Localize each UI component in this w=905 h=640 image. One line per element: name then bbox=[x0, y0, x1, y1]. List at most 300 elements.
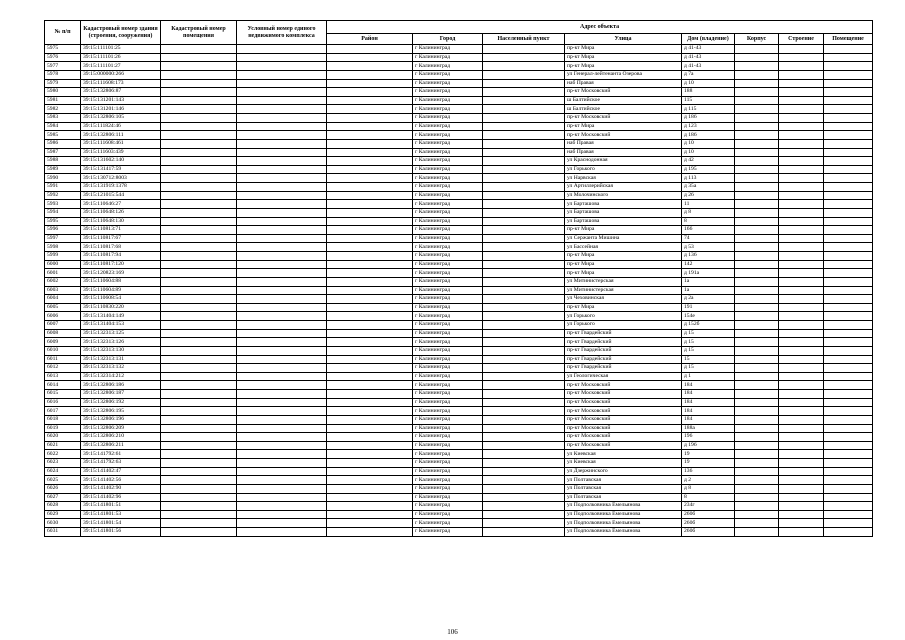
cell-house: 260б bbox=[682, 510, 735, 519]
cell-district bbox=[327, 243, 413, 252]
cell-num: 6024 bbox=[45, 467, 81, 476]
cell-house: д 42 bbox=[682, 157, 735, 166]
table-row bbox=[45, 407, 873, 416]
cell-city: г Калининград bbox=[413, 493, 483, 502]
cell-stroenie bbox=[779, 105, 824, 114]
cell-city: г Калининград bbox=[413, 484, 483, 493]
cell-num: 6020 bbox=[45, 433, 81, 442]
cell-stroenie bbox=[779, 398, 824, 407]
cell-num: 5997 bbox=[45, 234, 81, 243]
cell-cadastral-room bbox=[161, 70, 237, 79]
cell-korpus bbox=[735, 364, 779, 373]
cell-cadastral-building: 39:15:131919:1378 bbox=[81, 183, 161, 192]
cell-street: ул Краснодонная bbox=[565, 157, 682, 166]
cell-street: пр-кт Московский bbox=[565, 415, 682, 424]
cell-room bbox=[824, 286, 873, 295]
cell-house: д 186 bbox=[682, 131, 735, 140]
cell-settlement bbox=[483, 131, 565, 140]
table-row bbox=[45, 450, 873, 459]
cell-cadastral-building: 39:15:131417:59 bbox=[81, 165, 161, 174]
cell-stroenie bbox=[779, 45, 824, 54]
cell-korpus bbox=[735, 79, 779, 88]
cell-cadastral-building: 39:15:110604:88 bbox=[81, 277, 161, 286]
cell-conditional-number bbox=[237, 467, 327, 476]
cell-district bbox=[327, 381, 413, 390]
cell-district bbox=[327, 398, 413, 407]
cell-stroenie bbox=[779, 191, 824, 200]
cell-stroenie bbox=[779, 234, 824, 243]
cell-settlement bbox=[483, 157, 565, 166]
cell-conditional-number bbox=[237, 295, 327, 304]
cell-stroenie bbox=[779, 70, 824, 79]
cell-street: пр-кт Мира bbox=[565, 122, 682, 131]
cell-settlement bbox=[483, 200, 565, 209]
cell-street: ул Сержанта Мишина bbox=[565, 234, 682, 243]
cell-street: ул Митинистерская bbox=[565, 277, 682, 286]
cell-num: 6012 bbox=[45, 364, 81, 373]
cell-street: пр-кт Московский bbox=[565, 407, 682, 416]
cell-settlement bbox=[483, 79, 565, 88]
cell-cadastral-room bbox=[161, 139, 237, 148]
cell-stroenie bbox=[779, 510, 824, 519]
cell-cadastral-room bbox=[161, 45, 237, 54]
cell-cadastral-building: 39:15:111824:46 bbox=[81, 122, 161, 131]
cell-cadastral-room bbox=[161, 183, 237, 192]
cell-settlement bbox=[483, 346, 565, 355]
cell-district bbox=[327, 148, 413, 157]
cell-house: д 136 bbox=[682, 252, 735, 261]
cell-city: г Калининград bbox=[413, 114, 483, 123]
cell-stroenie bbox=[779, 62, 824, 71]
cell-korpus bbox=[735, 467, 779, 476]
cell-street: пр-кт Московский bbox=[565, 114, 682, 123]
cell-korpus bbox=[735, 96, 779, 105]
cell-korpus bbox=[735, 459, 779, 468]
cell-settlement bbox=[483, 528, 565, 537]
cell-house: 136 bbox=[682, 467, 735, 476]
cell-room bbox=[824, 459, 873, 468]
cell-street: ул Полтавская bbox=[565, 493, 682, 502]
cell-district bbox=[327, 295, 413, 304]
cell-city: г Калининград bbox=[413, 441, 483, 450]
cell-city: г Калининград bbox=[413, 148, 483, 157]
cell-house: д 123 bbox=[682, 122, 735, 131]
cell-district bbox=[327, 260, 413, 269]
cell-city: г Калининград bbox=[413, 252, 483, 261]
cell-cadastral-building: 39:15:130712:8003 bbox=[81, 174, 161, 183]
cell-conditional-number bbox=[237, 277, 327, 286]
cell-street: пр-кт Гвардейский bbox=[565, 355, 682, 364]
cell-korpus bbox=[735, 390, 779, 399]
cell-room bbox=[824, 165, 873, 174]
cell-cadastral-room bbox=[161, 355, 237, 364]
cell-conditional-number bbox=[237, 243, 327, 252]
cell-cadastral-room bbox=[161, 528, 237, 537]
cell-district bbox=[327, 303, 413, 312]
cell-house: 234г bbox=[682, 502, 735, 511]
cell-stroenie bbox=[779, 433, 824, 442]
cell-district bbox=[327, 45, 413, 54]
cell-city: г Калининград bbox=[413, 208, 483, 217]
cell-house: д 41-43 bbox=[682, 53, 735, 62]
cell-cadastral-building: 39:15:110817:68 bbox=[81, 243, 161, 252]
cell-room bbox=[824, 226, 873, 235]
header-cadastral-building: Кадастровый номер здания (строения, сооружения) bbox=[81, 21, 161, 45]
cell-cadastral-room bbox=[161, 260, 237, 269]
cell-settlement bbox=[483, 217, 565, 226]
cell-house: 1а bbox=[682, 277, 735, 286]
cell-street: пр-кт Мира bbox=[565, 53, 682, 62]
cell-district bbox=[327, 476, 413, 485]
cell-stroenie bbox=[779, 381, 824, 390]
cell-korpus bbox=[735, 433, 779, 442]
cell-house: 260б bbox=[682, 528, 735, 537]
cell-num: 5978 bbox=[45, 70, 81, 79]
cell-stroenie bbox=[779, 277, 824, 286]
cell-conditional-number bbox=[237, 484, 327, 493]
cell-city: г Калининград bbox=[413, 346, 483, 355]
cell-conditional-number bbox=[237, 433, 327, 442]
cell-cadastral-building: 39:15:110817:94 bbox=[81, 252, 161, 261]
header-stroenie: Строение bbox=[779, 34, 824, 45]
cell-house: 115 bbox=[682, 96, 735, 105]
cell-stroenie bbox=[779, 131, 824, 140]
cell-room bbox=[824, 364, 873, 373]
cell-cadastral-room bbox=[161, 381, 237, 390]
cell-settlement bbox=[483, 519, 565, 528]
cell-room bbox=[824, 355, 873, 364]
cell-house: 74 bbox=[682, 234, 735, 243]
cell-conditional-number bbox=[237, 157, 327, 166]
cell-settlement bbox=[483, 88, 565, 97]
cell-stroenie bbox=[779, 183, 824, 192]
table-row bbox=[45, 321, 873, 330]
table-row bbox=[45, 174, 873, 183]
cell-cadastral-room bbox=[161, 484, 237, 493]
table-row bbox=[45, 441, 873, 450]
cell-district bbox=[327, 312, 413, 321]
cell-cadastral-room bbox=[161, 329, 237, 338]
cell-district bbox=[327, 157, 413, 166]
cell-house: д 115 bbox=[682, 105, 735, 114]
cell-room bbox=[824, 70, 873, 79]
cell-cadastral-room bbox=[161, 252, 237, 261]
cell-district bbox=[327, 217, 413, 226]
cell-district bbox=[327, 459, 413, 468]
cell-room bbox=[824, 131, 873, 140]
cell-room bbox=[824, 157, 873, 166]
table-row bbox=[45, 62, 873, 71]
cell-num: 6003 bbox=[45, 286, 81, 295]
cell-stroenie bbox=[779, 96, 824, 105]
cell-korpus bbox=[735, 338, 779, 347]
cell-korpus bbox=[735, 510, 779, 519]
cell-district bbox=[327, 70, 413, 79]
cell-cadastral-building: 39:15:110648:126 bbox=[81, 208, 161, 217]
cell-settlement bbox=[483, 277, 565, 286]
cell-street: пр-кт Московский bbox=[565, 424, 682, 433]
cell-settlement bbox=[483, 372, 565, 381]
table-row bbox=[45, 157, 873, 166]
cell-korpus bbox=[735, 528, 779, 537]
cell-settlement bbox=[483, 476, 565, 485]
cell-house: 184 bbox=[682, 390, 735, 399]
cell-street: пр-кт Мира bbox=[565, 45, 682, 54]
cell-street: пр-кт Гвардейский bbox=[565, 364, 682, 373]
cell-num: 6029 bbox=[45, 510, 81, 519]
cell-conditional-number bbox=[237, 165, 327, 174]
table-row bbox=[45, 493, 873, 502]
cell-num: 5975 bbox=[45, 45, 81, 54]
cell-street: ул Горького bbox=[565, 312, 682, 321]
table-row bbox=[45, 122, 873, 131]
table-row bbox=[45, 424, 873, 433]
cell-street: пр-кт Гвардейский bbox=[565, 346, 682, 355]
cell-korpus bbox=[735, 346, 779, 355]
cell-korpus bbox=[735, 105, 779, 114]
cell-room bbox=[824, 234, 873, 243]
cell-room bbox=[824, 381, 873, 390]
cell-stroenie bbox=[779, 321, 824, 330]
cell-conditional-number bbox=[237, 234, 327, 243]
cell-num: 6030 bbox=[45, 519, 81, 528]
cell-korpus bbox=[735, 139, 779, 148]
cell-conditional-number bbox=[237, 45, 327, 54]
cell-conditional-number bbox=[237, 329, 327, 338]
cell-settlement bbox=[483, 433, 565, 442]
cell-city: г Калининград bbox=[413, 105, 483, 114]
header-street: Улица bbox=[565, 34, 682, 45]
cell-district bbox=[327, 329, 413, 338]
header-address-group: Адрес объекта bbox=[327, 21, 873, 34]
cell-room bbox=[824, 398, 873, 407]
cell-city: г Калининград bbox=[413, 200, 483, 209]
cell-conditional-number bbox=[237, 79, 327, 88]
table-row bbox=[45, 53, 873, 62]
cell-conditional-number bbox=[237, 269, 327, 278]
cell-cadastral-room bbox=[161, 493, 237, 502]
cell-stroenie bbox=[779, 53, 824, 62]
cell-house: д 10 bbox=[682, 79, 735, 88]
cell-district bbox=[327, 183, 413, 192]
cell-korpus bbox=[735, 260, 779, 269]
cell-room bbox=[824, 484, 873, 493]
cell-stroenie bbox=[779, 200, 824, 209]
cell-city: г Калининград bbox=[413, 312, 483, 321]
cell-cadastral-building: 39:15:132313:130 bbox=[81, 346, 161, 355]
cell-room bbox=[824, 415, 873, 424]
cell-korpus bbox=[735, 174, 779, 183]
cell-settlement bbox=[483, 105, 565, 114]
cell-cadastral-building: 39:15:141792:61 bbox=[81, 450, 161, 459]
cell-cadastral-room bbox=[161, 217, 237, 226]
cell-cadastral-room bbox=[161, 157, 237, 166]
cell-num: 6006 bbox=[45, 312, 81, 321]
table-row bbox=[45, 252, 873, 261]
cell-cadastral-room bbox=[161, 441, 237, 450]
table-row bbox=[45, 467, 873, 476]
cell-conditional-number bbox=[237, 148, 327, 157]
header-room: Помещение bbox=[824, 34, 873, 45]
cell-cadastral-building: 39:15:120823:169 bbox=[81, 269, 161, 278]
cell-stroenie bbox=[779, 208, 824, 217]
table-row bbox=[45, 295, 873, 304]
table-row bbox=[45, 355, 873, 364]
cell-room bbox=[824, 519, 873, 528]
cell-stroenie bbox=[779, 484, 824, 493]
cell-conditional-number bbox=[237, 450, 327, 459]
cell-stroenie bbox=[779, 295, 824, 304]
cell-district bbox=[327, 321, 413, 330]
cell-stroenie bbox=[779, 122, 824, 131]
header-conditional-number: Условный номер единого недвижимого комплекса bbox=[237, 21, 327, 45]
cell-stroenie bbox=[779, 364, 824, 373]
cell-cadastral-building: 39:15:141402:96 bbox=[81, 493, 161, 502]
cell-stroenie bbox=[779, 217, 824, 226]
cell-street: пр-кт Московский bbox=[565, 433, 682, 442]
cell-city: г Калининград bbox=[413, 217, 483, 226]
cell-korpus bbox=[735, 476, 779, 485]
cell-cadastral-building: 39:15:132313:125 bbox=[81, 329, 161, 338]
cell-street: ул Бассейная bbox=[565, 243, 682, 252]
cell-street: ул Полтавская bbox=[565, 476, 682, 485]
cell-num: 5995 bbox=[45, 217, 81, 226]
cell-cadastral-room bbox=[161, 234, 237, 243]
cell-city: г Калининград bbox=[413, 174, 483, 183]
cell-cadastral-building: 39:15:110813:71 bbox=[81, 226, 161, 235]
cell-district bbox=[327, 269, 413, 278]
cell-cadastral-building: 39:15:132806:87 bbox=[81, 88, 161, 97]
cell-house: д 15 bbox=[682, 346, 735, 355]
cell-street: пр-кт Московский bbox=[565, 381, 682, 390]
cell-conditional-number bbox=[237, 528, 327, 537]
cell-room bbox=[824, 183, 873, 192]
cell-conditional-number bbox=[237, 441, 327, 450]
cell-street: пр-кт Мира bbox=[565, 303, 682, 312]
cell-num: 5991 bbox=[45, 183, 81, 192]
cell-district bbox=[327, 433, 413, 442]
cell-room bbox=[824, 114, 873, 123]
cell-district bbox=[327, 372, 413, 381]
cell-room bbox=[824, 510, 873, 519]
cell-district bbox=[327, 286, 413, 295]
cell-room bbox=[824, 88, 873, 97]
cell-cadastral-room bbox=[161, 62, 237, 71]
cell-stroenie bbox=[779, 226, 824, 235]
cell-house: 184 bbox=[682, 398, 735, 407]
table-row bbox=[45, 139, 873, 148]
table-row bbox=[45, 260, 873, 269]
cell-street: пр-кт Московский bbox=[565, 390, 682, 399]
cell-stroenie bbox=[779, 114, 824, 123]
cell-cadastral-room bbox=[161, 277, 237, 286]
table-row bbox=[45, 96, 873, 105]
cell-conditional-number bbox=[237, 217, 327, 226]
cell-street: наб Правая bbox=[565, 139, 682, 148]
cell-conditional-number bbox=[237, 381, 327, 390]
cell-settlement bbox=[483, 148, 565, 157]
cell-settlement bbox=[483, 510, 565, 519]
table-row bbox=[45, 45, 873, 54]
cell-cadastral-building: 39:15:132806:105 bbox=[81, 114, 161, 123]
cell-num: 5988 bbox=[45, 157, 81, 166]
cell-num: 5996 bbox=[45, 226, 81, 235]
cell-room bbox=[824, 62, 873, 71]
cell-city: г Калининград bbox=[413, 364, 483, 373]
cell-korpus bbox=[735, 131, 779, 140]
table-row bbox=[45, 364, 873, 373]
cell-city: г Калининград bbox=[413, 286, 483, 295]
table-row bbox=[45, 277, 873, 286]
cell-conditional-number bbox=[237, 407, 327, 416]
cell-num: 6004 bbox=[45, 295, 81, 304]
cell-conditional-number bbox=[237, 62, 327, 71]
cell-settlement bbox=[483, 329, 565, 338]
cell-cadastral-building: 39:15:110604:89 bbox=[81, 286, 161, 295]
cell-district bbox=[327, 79, 413, 88]
cell-settlement bbox=[483, 269, 565, 278]
cell-district bbox=[327, 493, 413, 502]
cell-city: г Калининград bbox=[413, 459, 483, 468]
cell-district bbox=[327, 510, 413, 519]
cell-num: 5977 bbox=[45, 62, 81, 71]
table-row bbox=[45, 269, 873, 278]
cell-cadastral-building: 39:15:111608:173 bbox=[81, 79, 161, 88]
cell-settlement bbox=[483, 321, 565, 330]
cell-cadastral-room bbox=[161, 200, 237, 209]
cell-street: ул Барташова bbox=[565, 217, 682, 226]
cell-cadastral-building: 39:15:110817:120 bbox=[81, 260, 161, 269]
cell-city: г Калининград bbox=[413, 338, 483, 347]
table-row bbox=[45, 183, 873, 192]
table-row bbox=[45, 502, 873, 511]
cell-stroenie bbox=[779, 165, 824, 174]
cell-district bbox=[327, 519, 413, 528]
cell-room bbox=[824, 200, 873, 209]
cell-house: 154е bbox=[682, 312, 735, 321]
cell-settlement bbox=[483, 312, 565, 321]
header-settlement: Населенный пункт bbox=[483, 34, 565, 45]
cell-settlement bbox=[483, 424, 565, 433]
cell-num: 5999 bbox=[45, 252, 81, 261]
cell-settlement bbox=[483, 407, 565, 416]
cell-cadastral-room bbox=[161, 519, 237, 528]
cell-korpus bbox=[735, 407, 779, 416]
cell-house: 184 bbox=[682, 381, 735, 390]
cell-house: 8 bbox=[682, 217, 735, 226]
cell-cadastral-building: 39:15:111101:25 bbox=[81, 45, 161, 54]
cell-korpus bbox=[735, 70, 779, 79]
cell-cadastral-room bbox=[161, 286, 237, 295]
cell-conditional-number bbox=[237, 493, 327, 502]
cell-city: г Калининград bbox=[413, 269, 483, 278]
cell-house: 1а bbox=[682, 286, 735, 295]
cell-num: 5990 bbox=[45, 174, 81, 183]
cell-stroenie bbox=[779, 355, 824, 364]
cell-city: г Калининград bbox=[413, 424, 483, 433]
cell-house: д 152б bbox=[682, 321, 735, 330]
cell-room bbox=[824, 96, 873, 105]
cell-city: г Калининград bbox=[413, 398, 483, 407]
cell-settlement bbox=[483, 165, 565, 174]
cell-stroenie bbox=[779, 88, 824, 97]
cell-num: 6009 bbox=[45, 338, 81, 347]
cell-room bbox=[824, 105, 873, 114]
cell-cadastral-building: 39:15:131602:140 bbox=[81, 157, 161, 166]
cell-cadastral-room bbox=[161, 476, 237, 485]
cell-city: г Калининград bbox=[413, 191, 483, 200]
cell-cadastral-building: 39:15:000000:266 bbox=[81, 70, 161, 79]
